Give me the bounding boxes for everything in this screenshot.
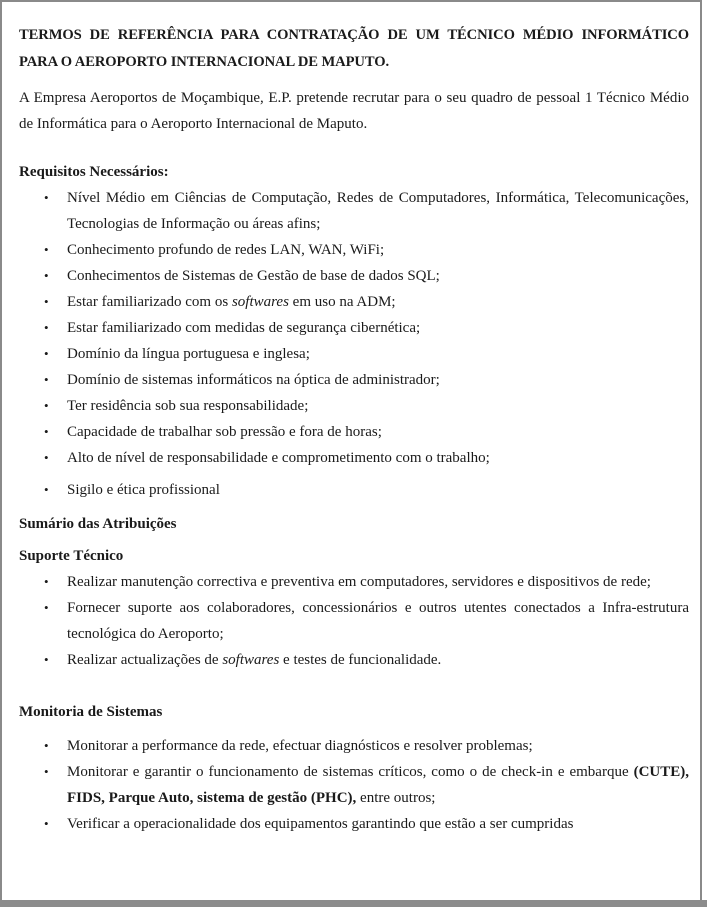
requisitos-list [19,185,689,503]
bullet-icon: • [44,600,49,615]
list-item: • Capacidade de trabalhar sob pressão e fora de horas; [19,419,689,445]
list-item: • Estar familiarizado com os softwares em uso na ADM; [19,289,689,315]
list-item: • Realizar actualizações de softwares e testes de funcionalidade. [19,647,689,673]
sumario-heading: Sumário das Atribuições [19,516,177,532]
list-item: • Nível Médio em Ciências de Computação, Redes de Computadores, Informática, Telecomunicações, Tecnologias de Informação ou áreas afins; [19,185,689,237]
monitoria-heading: Monitoria de Sistemas [19,704,163,720]
bullet-icon: • [44,450,49,465]
bullet-icon: • [44,574,49,589]
bullet-icon: • [44,242,49,257]
list-item: • Domínio de sistemas informáticos na óptica de administrador; [19,367,689,393]
bullet-icon: • [44,764,49,779]
bullet-icon: • [44,346,49,361]
bullet-icon: • [44,424,49,439]
bullet-icon: • [44,320,49,335]
bullet-icon: • [44,398,49,413]
requisitos-heading: Requisitos Necessários: [19,164,169,180]
list-item: • Monitorar a performance da rede, efectuar diagnósticos e resolver problemas; [19,733,689,759]
bullet-icon: • [44,372,49,387]
bullet-icon: • [44,294,49,309]
window-bottom-edge [0,900,707,907]
document-content [19,22,689,837]
bullet-icon: • [44,482,49,497]
list-item: • Conhecimentos de Sistemas de Gestão de base de dados SQL; [19,263,689,289]
list-item: • Conhecimento profundo de redes LAN, WAN, WiFi; [19,237,689,263]
list-item: • Ter residência sob sua responsabilidade; [19,393,689,419]
list-item: • Monitorar e garantir o funcionamento de sistemas críticos, como o de check-in e embarque (CUTE), FIDS, Parque Auto, sistema de gestão (PHC), entre outros; [19,759,689,811]
list-item: • Realizar manutenção correctiva e preventiva em computadores, servidores e dispositivos de rede; [19,569,689,595]
bullet-icon: • [44,190,49,205]
list-item: • Fornecer suporte aos colaboradores, concessionários e outros utentes conectados a Infra-estrutura tecnológica do Aeroporto; [19,595,689,647]
list-item: • Sigilo e ética profissional [19,477,689,503]
monitoria-list [19,733,689,837]
bullet-icon: • [44,738,49,753]
bullet-icon: • [44,652,49,667]
suporte-heading: Suporte Técnico [19,548,124,564]
suporte-list [19,569,689,673]
list-item: • Estar familiarizado com medidas de segurança cibernética; [19,315,689,341]
list-item: • Alto de nível de responsabilidade e comprometimento com o trabalho; [19,445,689,471]
list-item: • Domínio da língua portuguesa e inglesa; [19,341,689,367]
document-title: TERMOS DE REFERÊNCIA PARA CONTRATAÇÃO DE UM TÉCNICO MÉDIO INFORMÁTICO PARA O AEROPORTO INTERNACIONAL DE MAPUTO. [19,27,689,70]
bullet-icon: • [44,268,49,283]
bullet-icon: • [44,816,49,831]
list-item: • Verificar a operacionalidade dos equipamentos garantindo que estão a ser cumpridas [19,811,689,837]
intro-paragraph: A Empresa Aeroportos de Moçambique, E.P. pretende recrutar para o seu quadro de pessoal 1 Técnico Médio de Informática para o Aeroporto Internacional de Maputo. [19,90,689,132]
